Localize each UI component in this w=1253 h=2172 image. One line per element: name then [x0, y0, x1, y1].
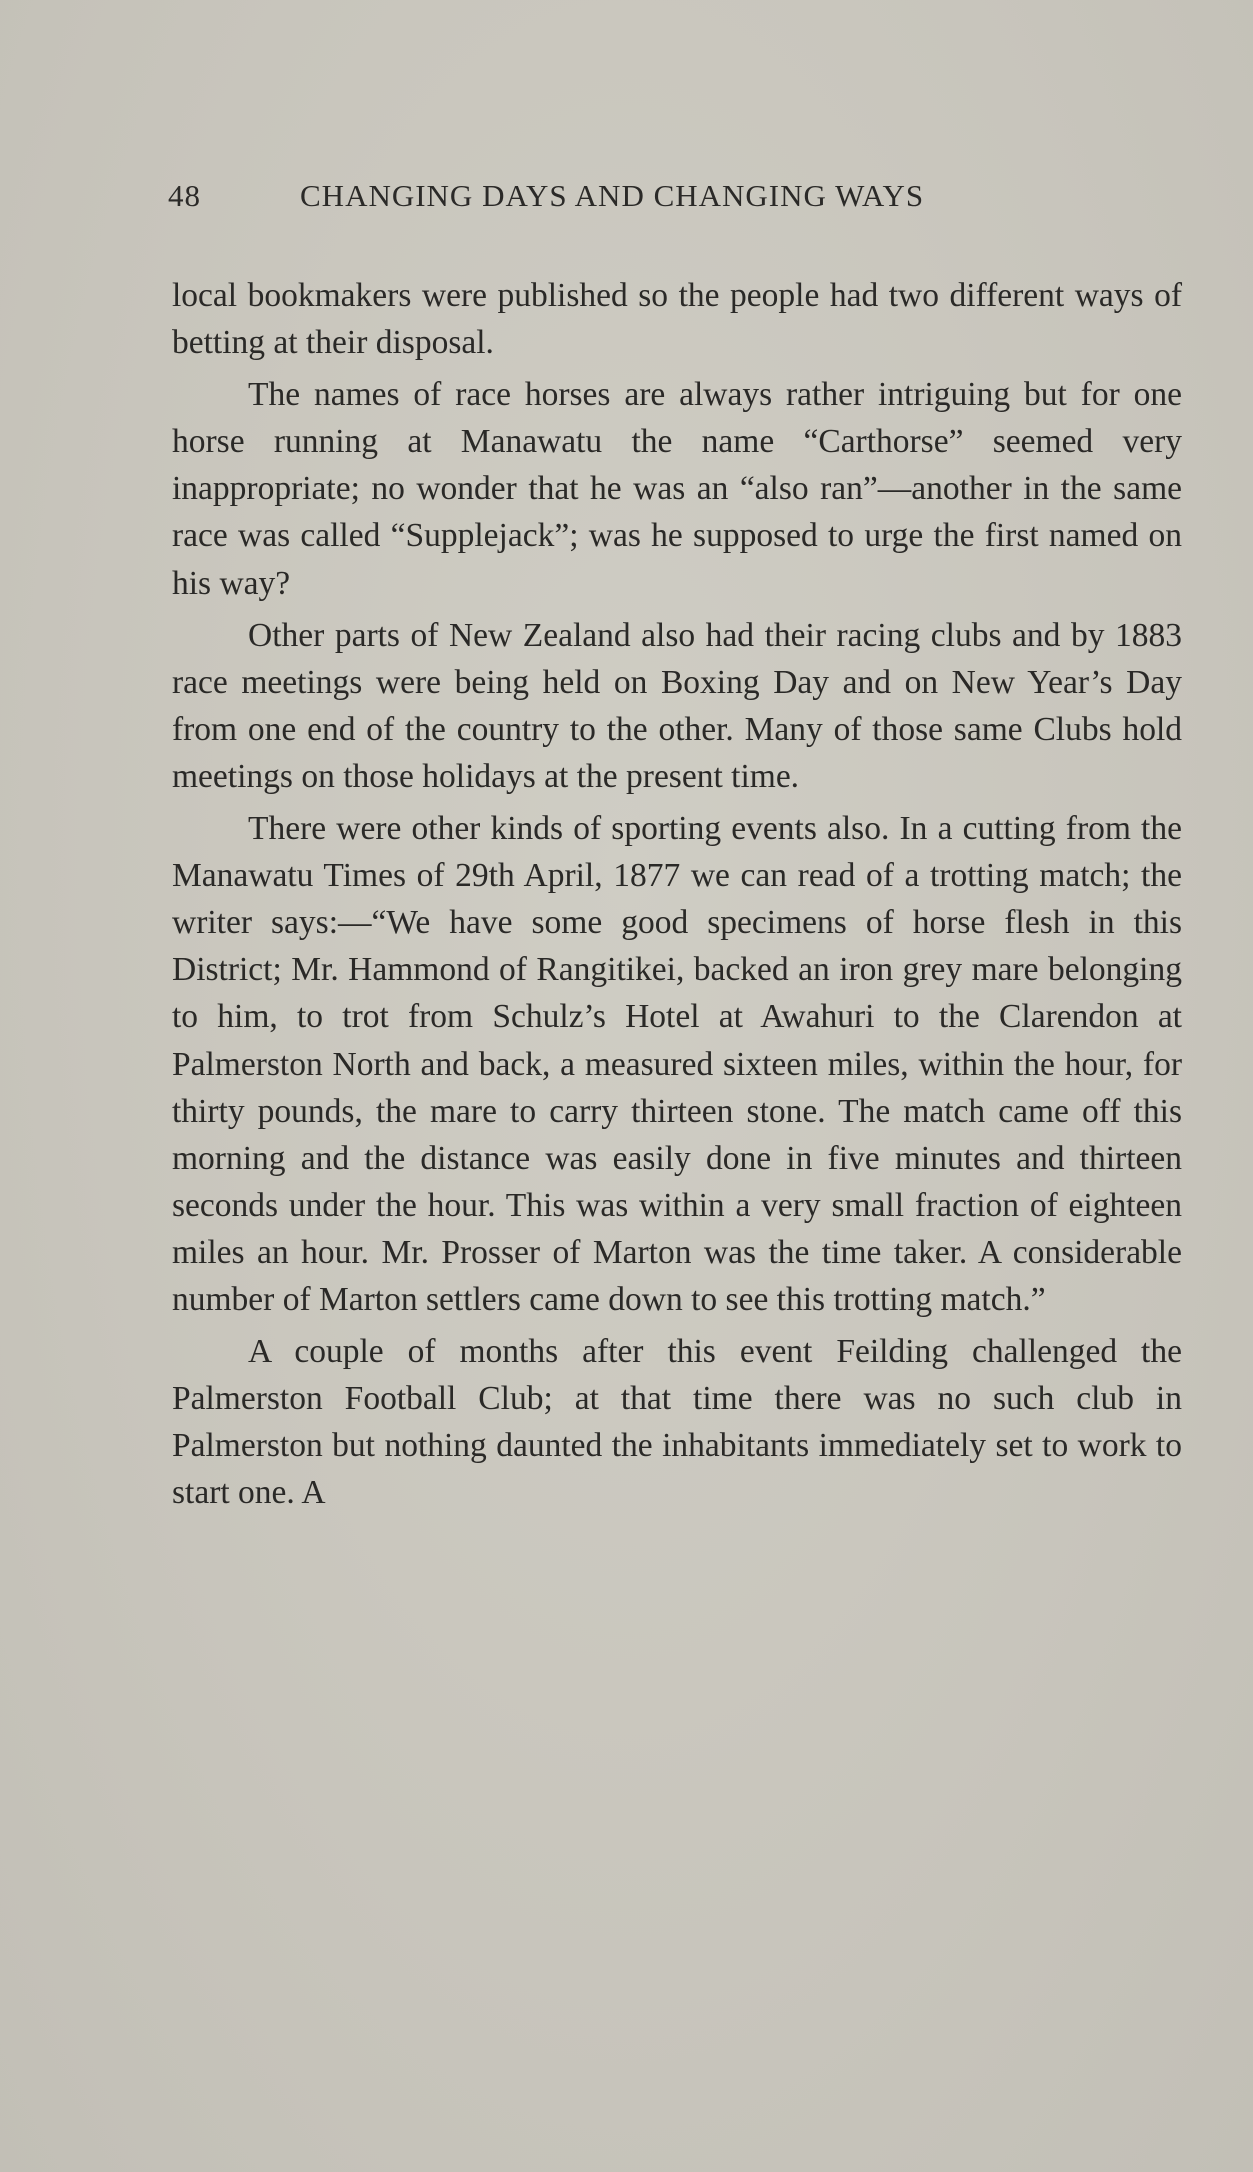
page-number: 48 — [168, 178, 201, 213]
paragraph-continued: local bookmakers were published so the people had two different ways of betting at their disposal. — [172, 277, 1182, 362]
running-title: CHANGING DAYS AND CHANGING WAYS — [300, 178, 925, 213]
running-head — [168, 178, 1048, 214]
body-text — [172, 272, 1182, 1521]
paragraph-football-club: A couple of months after this event Feilding challenged the Palmerston Football Club; at that time there was no such club in Palmerston but nothing daunted the inhabitants immediately set to work to start one. A — [172, 1333, 1182, 1512]
paragraph-racing-clubs: Other parts of New Zealand also had their racing clubs and by 1883 race meetings were being held on Boxing Day and on New Year’s Day from one end of the country to the other. Many of those same Clubs hold meetings on those holidays at the present time. — [172, 616, 1182, 795]
paragraph-trotting-match: There were other kinds of sporting events also. In a cutting from the Manawatu Times of 29th April, 1877 we can read of a trotting match; the writer says:—“We have some good specimens of horse flesh in this District; Mr. Hammond of Rangitikei, backed an iron grey mare belonging to him, to trot from Schulz’s Hotel at Awahuri to the Clarendon at Palmerston North and back, a measured sixteen miles, within the hour, for thirty pounds, the mare to carry thirteen stone. The match came off this morning and the distance was easily done in five minutes and thirteen seconds under the hour. This was within a very small fraction of eighteen miles an hour. Mr. Prosser of Marton was the time taker. A considerable number of Marton settlers came down to see this trotting match.” — [172, 810, 1182, 1318]
paragraph-race-horse-names: The names of race horses are always rather intriguing but for one horse running at Manawatu the name “Carthorse” seemed very inappropriate; no wonder that he was an “also ran”—another in the same race was called “Supplejack”; was he supposed to urge the first named on his way? — [172, 376, 1182, 602]
